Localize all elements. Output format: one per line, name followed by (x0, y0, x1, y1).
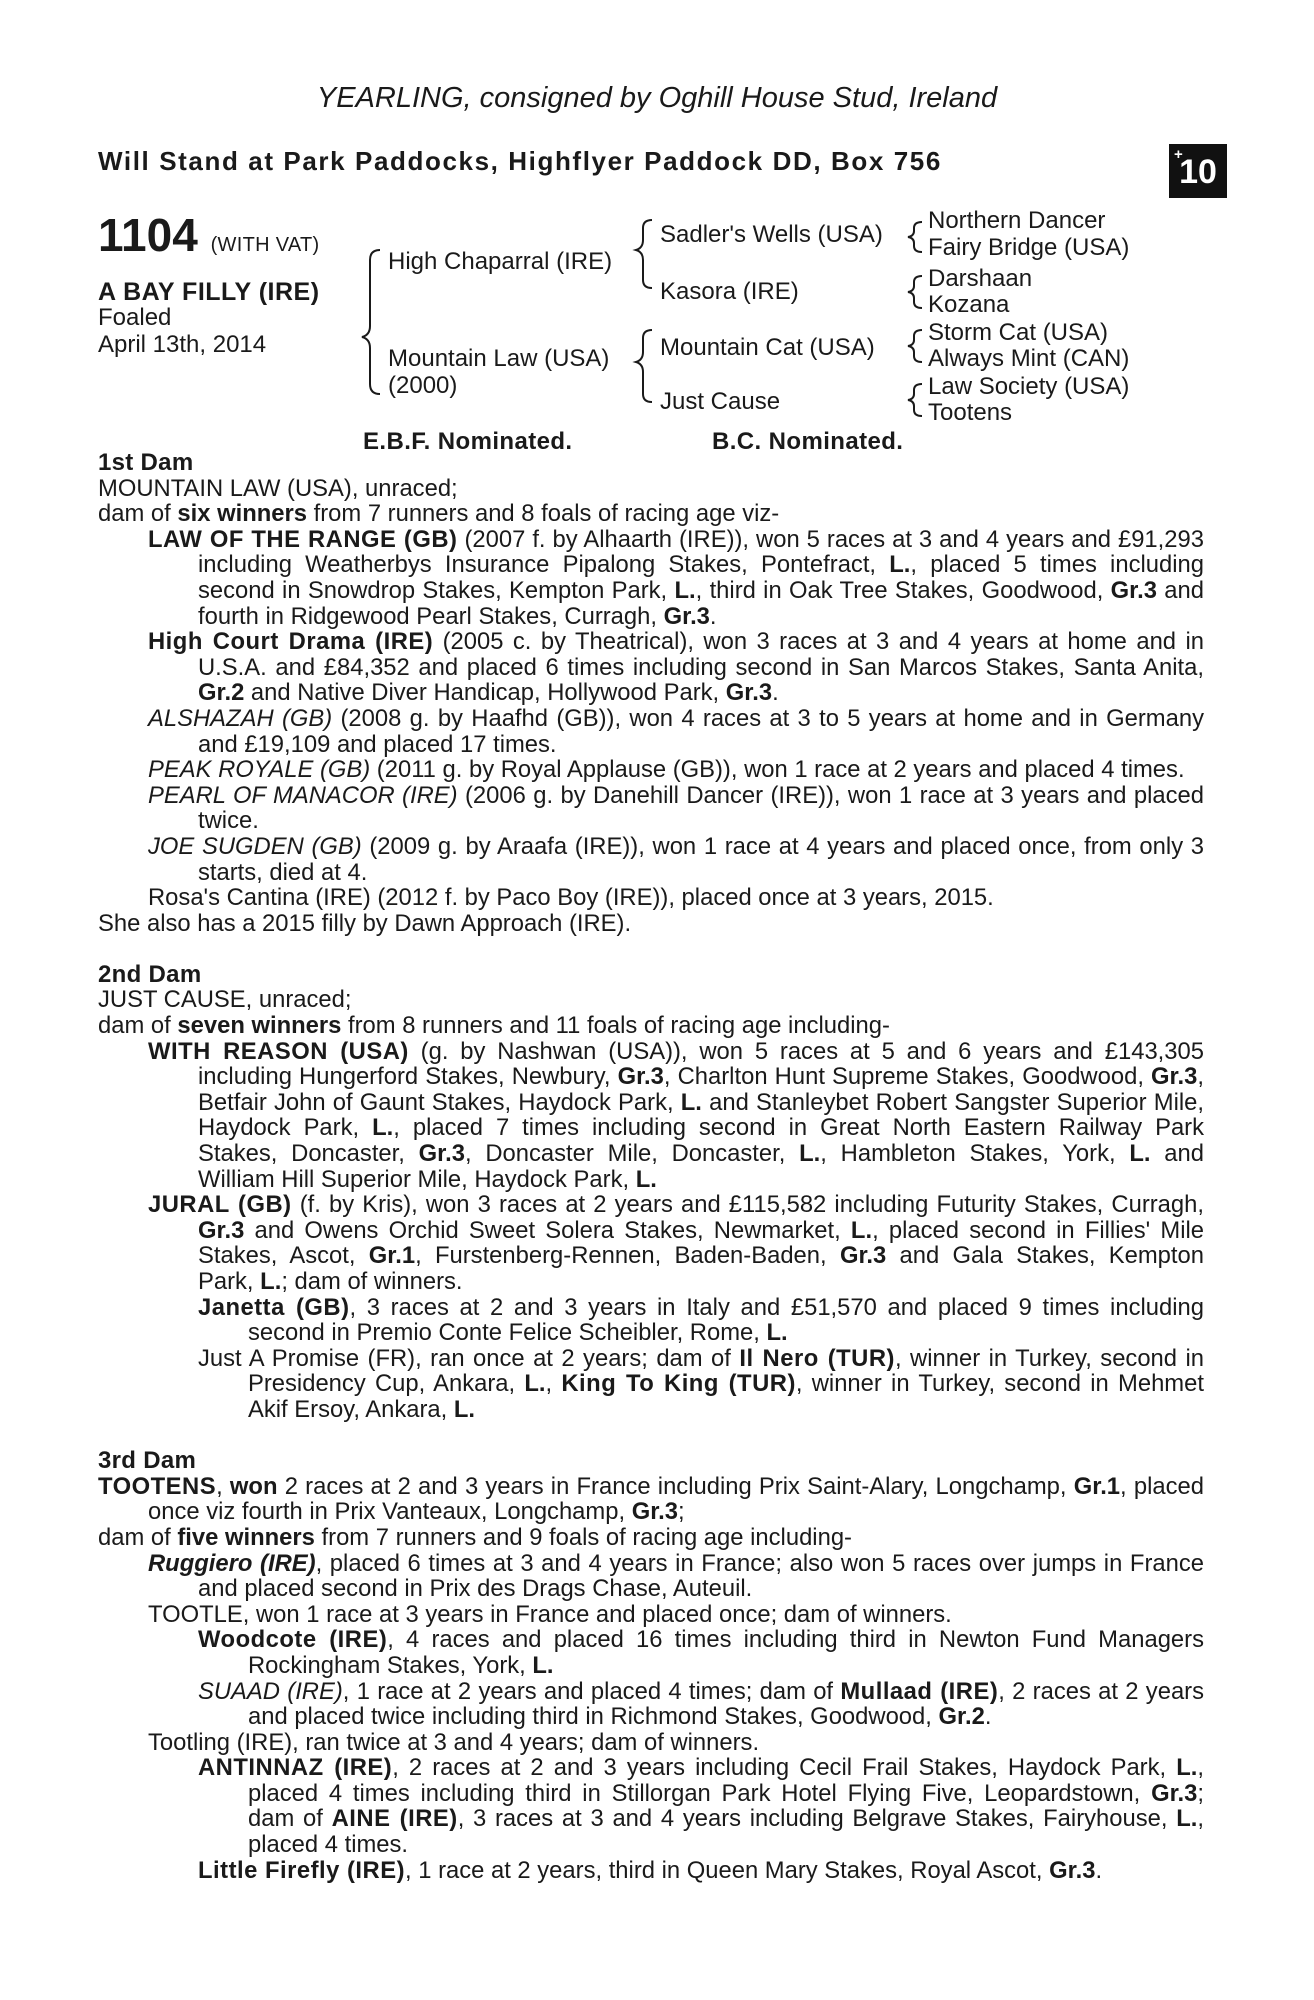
gg-6: Always Mint (CAN) (928, 345, 1130, 372)
produce-entry: ALSHAZAH (GB) (2008 g. by Haafhd (GB)), won 4 races at 3 to 5 years at home and in Germany and £19,109 and placed 17 times. (148, 704, 1205, 758)
ebf-nomination: E.B.F. Nominated. (363, 428, 573, 455)
first-dam-tail: She also has a 2015 filly by Dawn Approach (IRE). (98, 909, 632, 937)
gg-5: Storm Cat (USA) (928, 319, 1109, 346)
produce-entry: LAW OF THE RANGE (GB) (2007 f. by Alhaarth (IRE)), won 5 races at 3 and 4 years and £91,293 including Weatherbys Insurance Pipalong Stakes, Pontefract, L., placed 5 times including second in Snowdrop Stakes, Kempton Park, L., third in Oak Tree Stakes, Goodwood, Gr.3 and fourth in Ridgewood Pearl Stakes, Curragh, Gr.3. (148, 525, 1204, 630)
dam-year: (2000) (388, 372, 458, 399)
produce-entry: JOE SUGDEN (GB) (2009 g. by Araafa (IRE)), won 1 race at 4 years and placed once, from only 3 starts, died at 4. (148, 832, 1205, 886)
produce-entry: SUAAD (IRE), 1 race at 2 years and placed 4 times; dam of Mullaad (IRE), 2 races at 2 years and placed twice including third in Richmond Stakes, Goodwood, Gr.2. (198, 1677, 1205, 1731)
produce-entry: ANTINNAZ (IRE), 2 races at 2 and 3 years including Cecil Frail Stakes, Haydock Park, L., placed 4 times including third in Stillorgan Park Hotel Flying Five, Leopardstown, Gr.3; dam of AINE (IRE), 3 races at 3 and 4 years including Belgrave Stakes, Fairyhouse, L., placed 4 times. (198, 1754, 1204, 1859)
produce-entry: High Court Drama (IRE) (2005 c. by Theatrical), won 3 races at 3 and 4 years at home and in U.S.A. and £84,352 and placed 6 times including second in San Marcos Stakes, Santa Anita, Gr.2 and Native Diver Handicap, Hollywood Park, Gr.3. (148, 628, 1204, 707)
first-dam-summary: dam of six winners from 7 runners and 8 foals of racing age viz- (98, 500, 780, 528)
third-dam-heading: 3rd Dam (98, 1447, 197, 1475)
dam-dam: Just Cause (660, 388, 781, 415)
gg-3: Darshaan (928, 265, 1033, 292)
gg-8: Tootens (928, 399, 1013, 426)
produce-entry: Woodcote (IRE), 4 races and placed 16 times including third in Newton Fund Managers Rockingham Stakes, York, L. (198, 1626, 1204, 1679)
first-dam-heading: 1st Dam (98, 449, 194, 476)
third-dam-summary: dam of five winners from 7 runners and 9 foals of racing age including- (98, 1523, 852, 1551)
dam-sire: Mountain Cat (USA) (660, 334, 875, 361)
produce-entry: Tootling (IRE), ran twice at 3 and 4 years; dam of winners. (148, 1728, 760, 1756)
horse-name: A BAY FILLY (IRE) (98, 278, 320, 306)
sire: High Chaparral (IRE) (388, 248, 613, 275)
consignor-header: YEARLING, consigned by Oghill House Stud, Ireland (316, 82, 998, 114)
second-dam-heading: 2nd Dam (98, 960, 202, 988)
first-dam-line: MOUNTAIN LAW (USA), unraced; (98, 474, 458, 502)
produce-entry: JURAL (GB) (f. by Kris), won 3 races at 2 years and £115,582 including Futurity Stakes, Curragh, Gr.3 and Owens Orchid Sweet Solera Stakes, Newmarket, L., placed second in Fillies' Mile Stakes, Ascot, Gr.1, Furstenberg-Rennen, Baden-Baden, Gr.3 and Gala Stakes, Kempton Park, L.; dam of winners. (148, 1191, 1205, 1295)
sire-dam: Kasora (IRE) (660, 278, 799, 305)
second-dam-summary: dam of seven winners from 8 runners and 11 foals of racing age including- (98, 1012, 890, 1040)
sire-sire: Sadler's Wells (USA) (660, 221, 883, 248)
foaled-label: Foaled (98, 304, 172, 331)
gg-7: Law Society (USA) (928, 373, 1130, 400)
produce-entry: TOOTLE, won 1 race at 3 years in France and placed once; dam of winners. (148, 1600, 952, 1628)
lot-number: 1104 (WITH VAT) (98, 209, 320, 261)
produce-entry: WITH REASON (USA) (g. by Nashwan (USA)), won 5 races at 5 and 6 years and £143,305 including Hungerford Stakes, Newbury, Gr.3, Charlton Hunt Supreme Stakes, Goodwood, Gr.3, Betfair John of Gaunt Stakes, Haydock Park, L. and Stanleybet Robert Sangster Superior Mile, Haydock Park, L., placed 7 times including second in Great North Eastern Railway Park Stakes, Doncaster, Gr.3, Doncaster Mile, Doncaster, L., Hambleton Stakes, York, L. and William Hill Superior Mile, Haydock Park, L. (148, 1037, 1205, 1193)
stand-location: Will Stand at Park Paddocks, Highflyer Paddock DD, Box 756 (98, 146, 942, 176)
produce-entry: Ruggiero (IRE), placed 6 times at 3 and 4 years in France; also won 5 races over jumps in France and placed second in Prix des Drags Chase, Auteuil. (148, 1549, 1204, 1603)
gg-1: Northern Dancer (928, 207, 1106, 234)
vat-label: (WITH VAT) (210, 234, 320, 256)
gg-2: Fairy Bridge (USA) (928, 234, 1130, 261)
dam-name: Mountain Law (USA) (388, 345, 610, 372)
produce-entry: PEAK ROYALE (GB) (2011 g. by Royal Applause (GB)), won 1 race at 2 years and placed 4 times. (148, 756, 1185, 784)
second-dam-line: JUST CAUSE, unraced; (98, 986, 352, 1014)
produce-entry: Just A Promise (FR), ran once at 2 years; dam of Il Nero (TUR), winner in Turkey, second in Presidency Cup, Ankara, L., King To King (TUR), winner in Turkey, second in Mehmet Akif Ersoy, Ankara, L. (198, 1344, 1205, 1423)
produce-entry: Little Firefly (IRE), 1 race at 2 years, third in Queen Mary Stakes, Royal Ascot, Gr.3. (198, 1856, 1103, 1884)
foaled-date: April 13th, 2014 (98, 331, 267, 358)
produce-entry: Janetta (GB), 3 races at 2 and 3 years in Italy and £51,570 and placed 9 times including second in Premio Conte Felice Scheibler, Rome, L. (198, 1293, 1204, 1347)
produce-entry: Rosa's Cantina (IRE) (2012 f. by Paco Boy (IRE)), placed once at 3 years, 2015. (148, 884, 994, 912)
third-dam-line: TOOTENS, won 2 races at 2 and 3 years in France including Prix Saint-Alary, Longchamp, Gr.1, placed once viz fourth in Prix Vanteaux, Longchamp, Gr.3; (98, 1472, 1204, 1526)
lot-badge-icon: + 10 (1169, 144, 1227, 198)
bc-nomination: B.C. Nominated. (712, 428, 904, 455)
gg-4: Kozana (928, 291, 1010, 318)
produce-entry: PEARL OF MANACOR (IRE) (2006 g. by Danehill Dancer (IRE)), won 1 race at 3 years and placed twice. (148, 781, 1204, 835)
produce-record (98, 450, 1204, 1883)
